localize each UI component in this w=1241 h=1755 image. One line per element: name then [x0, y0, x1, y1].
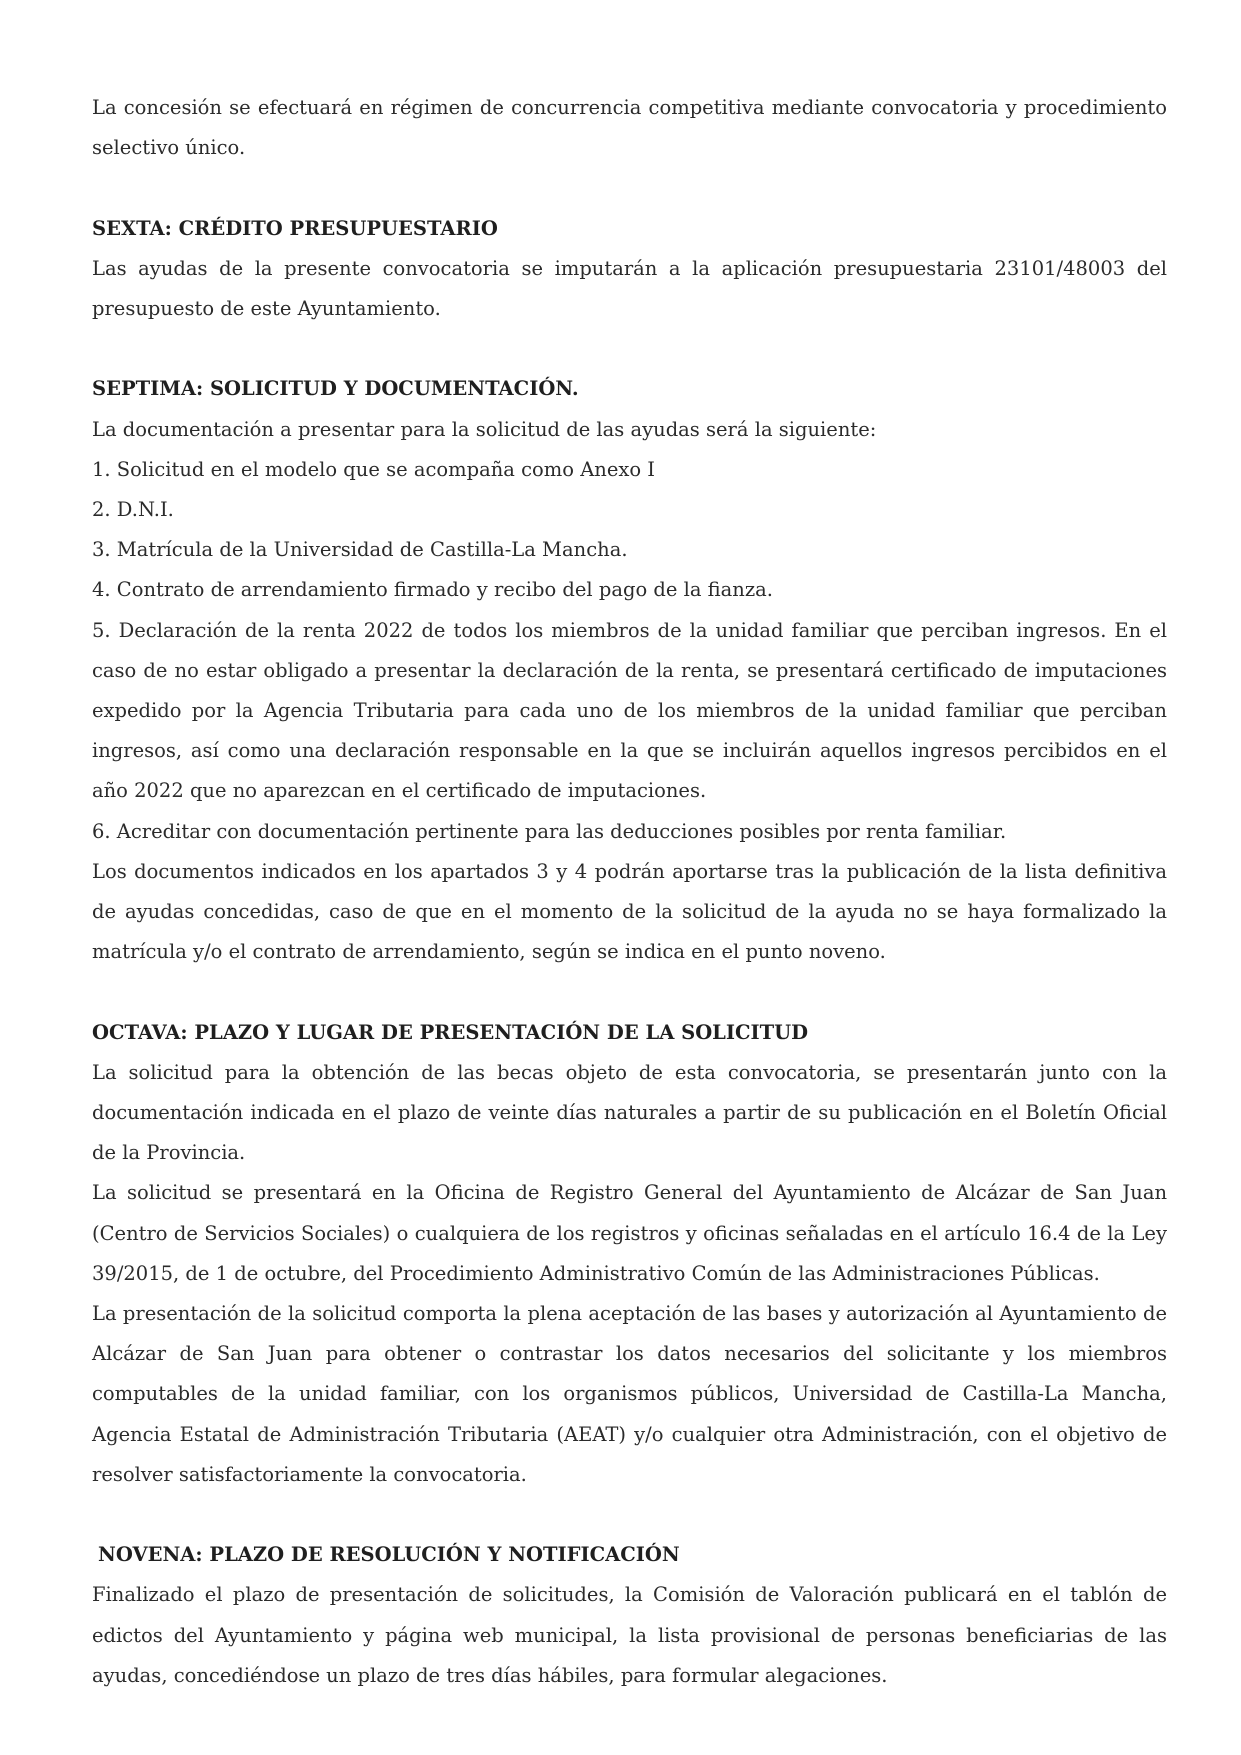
list-item-contrato: 4. Contrato de arrendamiento firmado y recibo del pago de la fianza. — [92, 578, 773, 602]
document-page — [92, 88, 1167, 1696]
paragraph-concurrencia: La concesión se efectuará en régimen de concurrencia competitiva mediante convocatoria y procedimiento selectivo único. — [92, 96, 1167, 160]
heading-sexta: SEXTA: CRÉDITO PRESUPUESTARIO — [92, 216, 498, 240]
list-item-dni: 2. D.N.I. — [92, 498, 174, 521]
list-item-declaracion-renta: 5. Declaración de la renta 2022 de todos los miembros de la unidad familiar que perciban ingresos. En el caso de no estar obligado a presentar la declaración de la renta, se presentará certificado de imputaciones expedido por la Agencia Tributaria para cada uno de los miembros de la unidad familiar que perciban ingresos, así como una declaración responsable en la que se incluirán aquellos ingresos percibidos en el año 2022 que no aparezcan en el certificado de imputaciones. — [92, 618, 1167, 803]
paragraph-aceptacion-bases: La presentación de la solicitud comporta la plena aceptación de las bases y autorización al Ayuntamiento de Alcázar de San Juan para obtener o contrastar los datos necesarios del solicitante y los miembros computables de la unidad familiar, con los organismos públicos, Universidad de Castilla-La Mancha, Agencia Estatal de Administración Tributaria (AEAT) y/o cualquier otra Administración, con el objetivo de resolver satisfactoriamente la convocatoria. — [92, 1302, 1167, 1486]
paragraph-documentacion-intro: La documentación a presentar para la solicitud de las ayudas será la siguiente: — [92, 417, 877, 441]
spacer — [92, 972, 1167, 1012]
paragraph-credito: Las ayudas de la presente convocatoria se imputarán a la aplicación presupuestaria 23101/48003 del presupuesto de este Ayuntamiento. — [92, 256, 1167, 320]
paragraph-resolucion: Finalizado el plazo de presentación de solicitudes, la Comisión de Valoración publicará en el tablón de edictos del Ayuntamiento y página web municipal, la lista provisional de personas beneficiarias de las ayudas, concediéndose un plazo de tres días hábiles, para formular alegaciones. — [92, 1583, 1167, 1687]
list-item-matricula: 3. Matrícula de la Universidad de Castilla-La Mancha. — [92, 538, 628, 562]
heading-septima: SEPTIMA: SOLICITUD Y DOCUMENTACIÓN. — [92, 377, 579, 401]
paragraph-documentos-nota: Los documentos indicados en los apartados 3 y 4 podrán aportarse tras la publicación de la lista definitiva de ayudas concedidas, caso de que en el momento de la solicitud de la ayuda no se haya formalizado la matrícula y/o el contrato de arrendamiento, según se indica en el punto noveno. — [92, 859, 1167, 964]
heading-octava: OCTAVA: PLAZO Y LUGAR DE PRESENTACIÓN DE LA SOLICITUD — [92, 1020, 809, 1044]
spacer — [92, 1495, 1167, 1535]
paragraph-lugar-presentacion: La solicitud se presentará en la Oficina de Registro General del Ayuntamiento de Alcázar de San Juan (Centro de Servicios Sociales) o cualquiera de los registros y oficinas señaladas en el artículo 16.4 de la Ley 39/2015, de 1 de octubre, del Procedimiento Administrativo Común de las Administraciones Públicas. — [92, 1181, 1167, 1285]
list-item-deducciones: 6. Acreditar con documentación pertinente para las deducciones posibles por renta familiar. — [92, 819, 1007, 843]
heading-novena: NOVENA: PLAZO DE RESOLUCIÓN Y NOTIFICACIÓN — [98, 1543, 680, 1567]
spacer — [92, 168, 1167, 208]
paragraph-plazo-presentacion: La solicitud para la obtención de las becas objeto de esta convocatoria, se presentarán junto con la documentación indicada en el plazo de veinte días naturales a partir de su publicación en el Boletín Oficial de la Provincia. — [92, 1060, 1167, 1165]
list-item-solicitud: 1. Solicitud en el modelo que se acompaña como Anexo I — [92, 457, 656, 481]
spacer — [92, 329, 1167, 369]
